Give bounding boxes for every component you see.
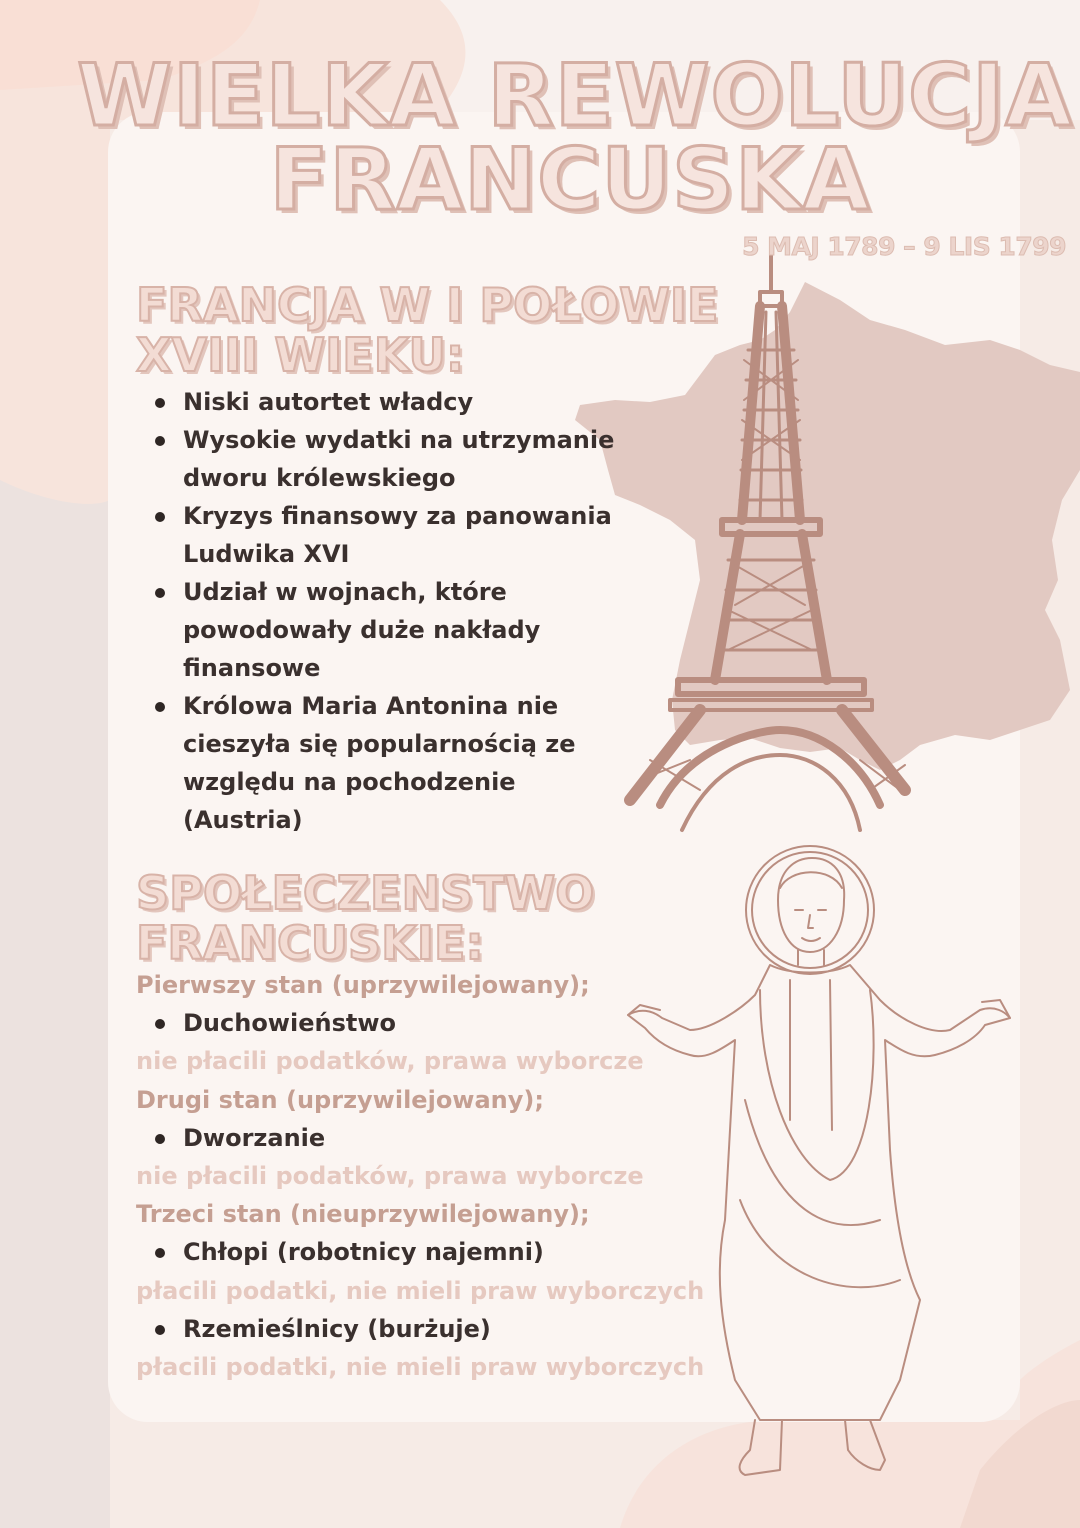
estate-note: nie płacili podatków, prawa wyborcze <box>136 1047 644 1076</box>
estate-member: Duchowieństwo <box>136 1004 736 1042</box>
page-title-line2: FRANCUSKA <box>269 130 871 230</box>
list-item: Kryzys finansowy za panowania Ludwika XVI <box>150 497 630 573</box>
society-list <box>136 966 736 1386</box>
estate-note: płacili podatki, nie mieli praw wyborczych <box>136 1276 705 1305</box>
section2-heading-line1: SPOŁECZENSTWO <box>136 866 595 920</box>
estate-member: Dworzanie <box>136 1119 736 1157</box>
section2-heading-line2: FRANCUSKIE: <box>136 916 484 970</box>
list-item: Królowa Maria Antonina nie cieszyła się popularnością ze względu na pochodzenie (Austria) <box>150 687 630 839</box>
list-item: Niski autortet władcy <box>150 383 630 421</box>
list-item: Udział w wojnach, które powodowały duże nakłady finansowe <box>150 573 630 687</box>
estate-member: Rzemieślnicy (burżuje) <box>136 1310 736 1348</box>
section1-heading-line2: XVIII WIEKU: <box>136 328 465 382</box>
estate-note: nie płacili podatków, prawa wyborcze <box>136 1162 644 1191</box>
estate-label: Pierwszy stan (uprzywilejowany); <box>136 971 590 999</box>
estate-note: płacili podatki, nie mieli praw wyborczych <box>136 1353 705 1382</box>
date-range: 5 MAJ 1789 – 9 LIS 1799 <box>742 232 1066 261</box>
estate-label: Trzeci stan (nieuprzywilejowany); <box>136 1200 590 1229</box>
section2-heading <box>136 868 594 968</box>
section1-heading-line1: FRANCJA W I POŁOWIE <box>136 278 719 332</box>
france-causes-list <box>150 383 630 839</box>
estate-label: Drugi stan (uprzywilejowany); <box>136 1085 544 1114</box>
list-item: Wysokie wydatki na utrzymanie dworu królewskiego <box>150 421 630 497</box>
section1-heading <box>136 280 718 380</box>
page-title-line1: WIELKA REWOLUCJA <box>77 46 1073 146</box>
estate-member: Chłopi (robotnicy najemni) <box>136 1233 736 1271</box>
